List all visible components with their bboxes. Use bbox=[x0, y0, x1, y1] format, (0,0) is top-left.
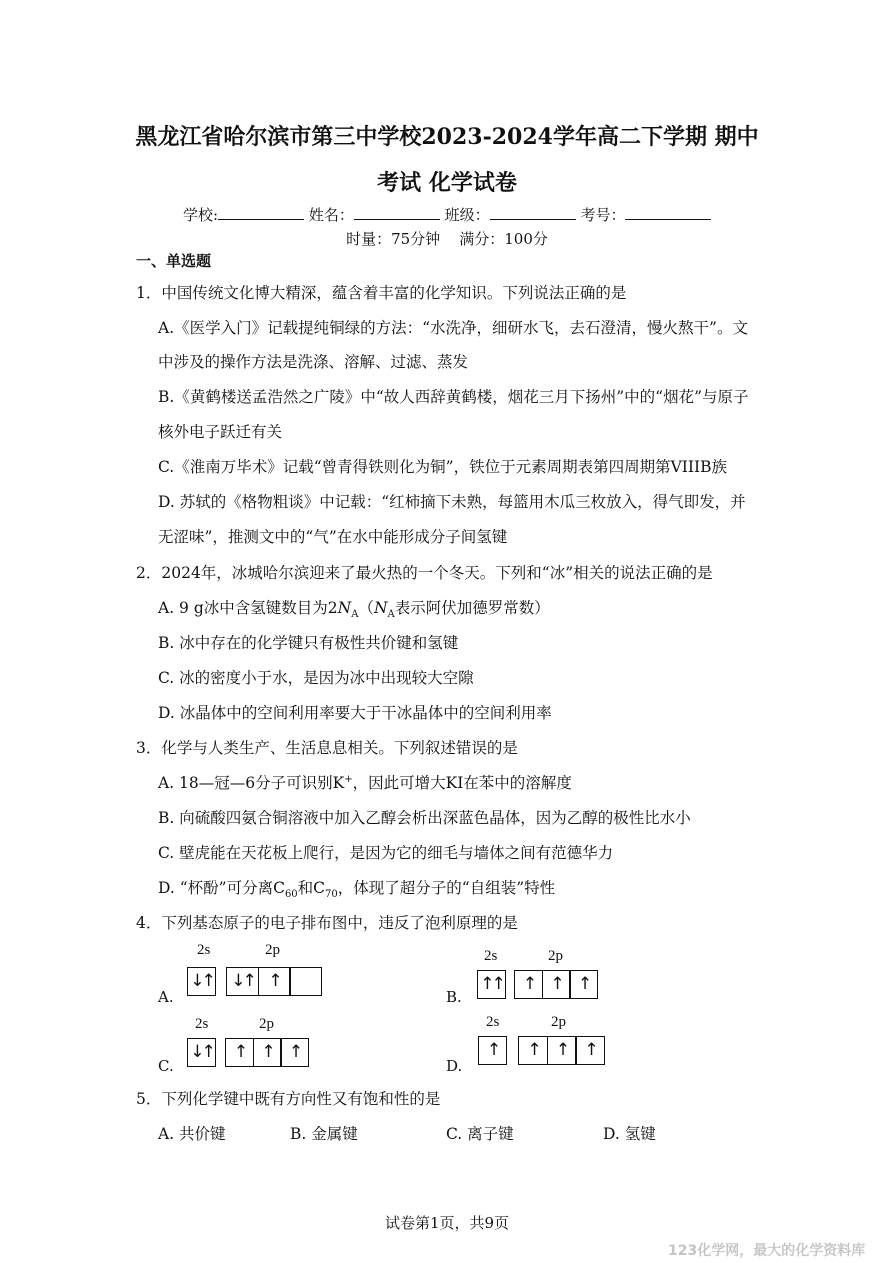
q4-d-2p-label: 2p bbox=[551, 1014, 566, 1030]
q3-d-mid: 和C bbox=[297, 879, 326, 897]
q4-d-2s-orbital bbox=[478, 1036, 506, 1065]
q4-c-2s-orbital bbox=[187, 1038, 215, 1067]
q2-a-paren: （ bbox=[358, 599, 374, 617]
q4-a-2p-label: 2p bbox=[265, 942, 280, 958]
q2-a-text: A. 9 g冰中含氢键数目为2 bbox=[158, 599, 338, 617]
q4-b-2p-orbitals bbox=[514, 970, 597, 999]
orbital-box: ↑ bbox=[518, 1036, 548, 1065]
exam-time-score: 时量：75分钟 满分：100分 bbox=[346, 230, 548, 248]
name-blank bbox=[354, 205, 440, 220]
orbital-box: ↑ bbox=[253, 1038, 282, 1067]
orbital-box: ↓↑ bbox=[226, 967, 259, 996]
orbital-box: ↑ bbox=[575, 1036, 605, 1065]
orbital-box: ↑ bbox=[542, 970, 571, 999]
avogadro-sub-2: A bbox=[387, 609, 395, 621]
q1-option-d-line1: D. 苏轼的《格物粗谈》中记载：“红柿摘下未熟，每篮用木瓜三枚放入，得气即发，并 bbox=[158, 493, 746, 511]
orbital-box: ↑ bbox=[569, 970, 598, 999]
q2-stem: 2．2024年，冰城哈尔滨迎来了最火热的一个冬天。下列和“冰”相关的说法正确的是 bbox=[136, 564, 713, 582]
c60-sub: 60 bbox=[284, 889, 298, 901]
orbital-box bbox=[289, 967, 322, 996]
exam-title-line1: 黑龙江省哈尔滨市第三中学校2023-2024学年高二下学期 期中 bbox=[135, 124, 759, 150]
q4-a-2s-orbital bbox=[187, 967, 215, 996]
orbital-box: ↓↑ bbox=[187, 967, 216, 996]
avogadro-sub: A bbox=[351, 609, 359, 621]
orbital-box: ↓↑ bbox=[187, 1038, 216, 1067]
q3-d-tail: ，体现了超分子的“自组装”特性 bbox=[337, 879, 556, 897]
q3-a-tail: ，因此可增大KI在苯中的溶解度 bbox=[352, 774, 572, 792]
q2-option-d: D. 冰晶体中的空间利用率要大于干冰晶体中的空间利用率 bbox=[158, 704, 552, 722]
q4-option-b-letter: B. bbox=[446, 988, 462, 1006]
name-label: 姓名： bbox=[308, 206, 354, 224]
school-label: 学校: bbox=[183, 206, 219, 224]
class-blank bbox=[490, 205, 576, 220]
orbital-box: ↑ bbox=[478, 1036, 507, 1065]
q1-option-b-line1: B.《黄鹤楼送孟浩然之广陵》中“故人西辞黄鹤楼，烟花三月下扬州”中的“烟花”与原子 bbox=[158, 388, 749, 406]
exam-title-line2: 考试 化学试卷 bbox=[377, 170, 517, 196]
q2-option-c: C. 冰的密度小于水，是因为冰中出现较大空隙 bbox=[158, 669, 474, 687]
watermark: 123化学网，最大的化学资料库 bbox=[668, 1243, 866, 1259]
orbital-box: ↑ bbox=[225, 1038, 254, 1067]
page-footer: 试卷第1页，共9页 bbox=[384, 1214, 510, 1232]
orbital-box: ↑ bbox=[547, 1036, 577, 1065]
c70-sub: 70 bbox=[325, 889, 338, 901]
q3-option-b: B. 向硫酸四氨合铜溶液中加入乙醇会析出深蓝色晶体，因为乙醇的极性比水小 bbox=[158, 809, 691, 827]
q1-option-a-line1: A.《医学入门》记载提纯铜绿的方法：“水洗净，细研水飞，去石澄清，慢火熬干”。文 bbox=[158, 319, 748, 337]
q4-a-2s-label: 2s bbox=[197, 942, 211, 958]
school-blank bbox=[218, 205, 304, 220]
q2-option-b: B. 冰中存在的化学键只有极性共价键和氢键 bbox=[158, 634, 459, 652]
q4-option-a-letter: A. bbox=[158, 988, 174, 1006]
orbital-box: ↑↑ bbox=[477, 970, 506, 999]
q4-b-2p-label: 2p bbox=[548, 948, 563, 964]
q3-d-text: D. “杯酚”可分离C bbox=[158, 879, 285, 897]
avogadro-symbol-2: N bbox=[373, 599, 388, 617]
number-label: 考号： bbox=[580, 206, 626, 224]
q3-option-a bbox=[158, 771, 572, 793]
student-info-row bbox=[183, 204, 711, 225]
q3-option-c: C. 壁虎能在天花板上爬行，是因为它的细毛与墙体之间有范德华力 bbox=[158, 844, 614, 862]
q1-option-d-line2: 无涩味”，推测文中的“气”在水中能形成分子间氢键 bbox=[158, 528, 508, 546]
section-heading: 一、单选题 bbox=[136, 252, 212, 270]
q5-option-c: C. 离子键 bbox=[446, 1125, 514, 1143]
q4-b-2s-label: 2s bbox=[484, 948, 498, 964]
q3-option-d bbox=[158, 876, 555, 900]
q3-a-text: A. 18—冠—6分子可识别K bbox=[158, 774, 345, 792]
number-blank bbox=[625, 205, 711, 220]
q2-option-a bbox=[158, 596, 550, 620]
orbital-box: ↑ bbox=[258, 967, 291, 996]
q2-a-tail: 表示阿伏加德罗常数） bbox=[394, 599, 550, 617]
q4-option-d-letter: D. bbox=[446, 1057, 463, 1075]
q5-option-b: B. 金属键 bbox=[290, 1125, 358, 1143]
q1-option-c: C.《淮南万毕术》记载“曾青得铁则化为铜”，铁位于元素周期表第四周期第VIIIB族 bbox=[158, 458, 728, 476]
q4-c-2p-label: 2p bbox=[259, 1016, 274, 1032]
q3-stem: 3．化学与人类生产、生活息息相关。下列叙述错误的是 bbox=[136, 739, 518, 757]
q4-d-2s-label: 2s bbox=[486, 1014, 500, 1030]
q4-stem: 4．下列基态原子的电子排布图中，违反了泡利原理的是 bbox=[136, 914, 518, 932]
q4-c-2p-orbitals bbox=[225, 1038, 308, 1067]
q5-option-d: D. 氢键 bbox=[603, 1125, 656, 1143]
orbital-box: ↑ bbox=[280, 1038, 309, 1067]
q4-option-c-letter: C. bbox=[158, 1057, 174, 1075]
q1-option-b-line2: 核外电子跃迁有关 bbox=[158, 423, 283, 441]
q4-d-2p-orbitals bbox=[518, 1036, 604, 1065]
q4-c-2s-label: 2s bbox=[195, 1016, 209, 1032]
q3-a-charge: + bbox=[344, 773, 353, 785]
q5-stem: 5．下列化学键中既有方向性又有饱和性的是 bbox=[136, 1090, 441, 1108]
q5-option-a: A. 共价键 bbox=[158, 1125, 226, 1143]
q4-b-2s-orbital bbox=[477, 970, 505, 999]
orbital-box: ↑ bbox=[514, 970, 543, 999]
q4-a-2p-orbitals bbox=[226, 967, 321, 996]
avogadro-symbol: N bbox=[337, 599, 352, 617]
q1-stem: 1．中国传统文化博大精深，蕴含着丰富的化学知识。下列说法正确的是 bbox=[136, 284, 627, 302]
q1-option-a-line2: 中涉及的操作方法是洗涤、溶解、过滤、蒸发 bbox=[158, 353, 469, 371]
class-label: 班级： bbox=[444, 206, 490, 224]
